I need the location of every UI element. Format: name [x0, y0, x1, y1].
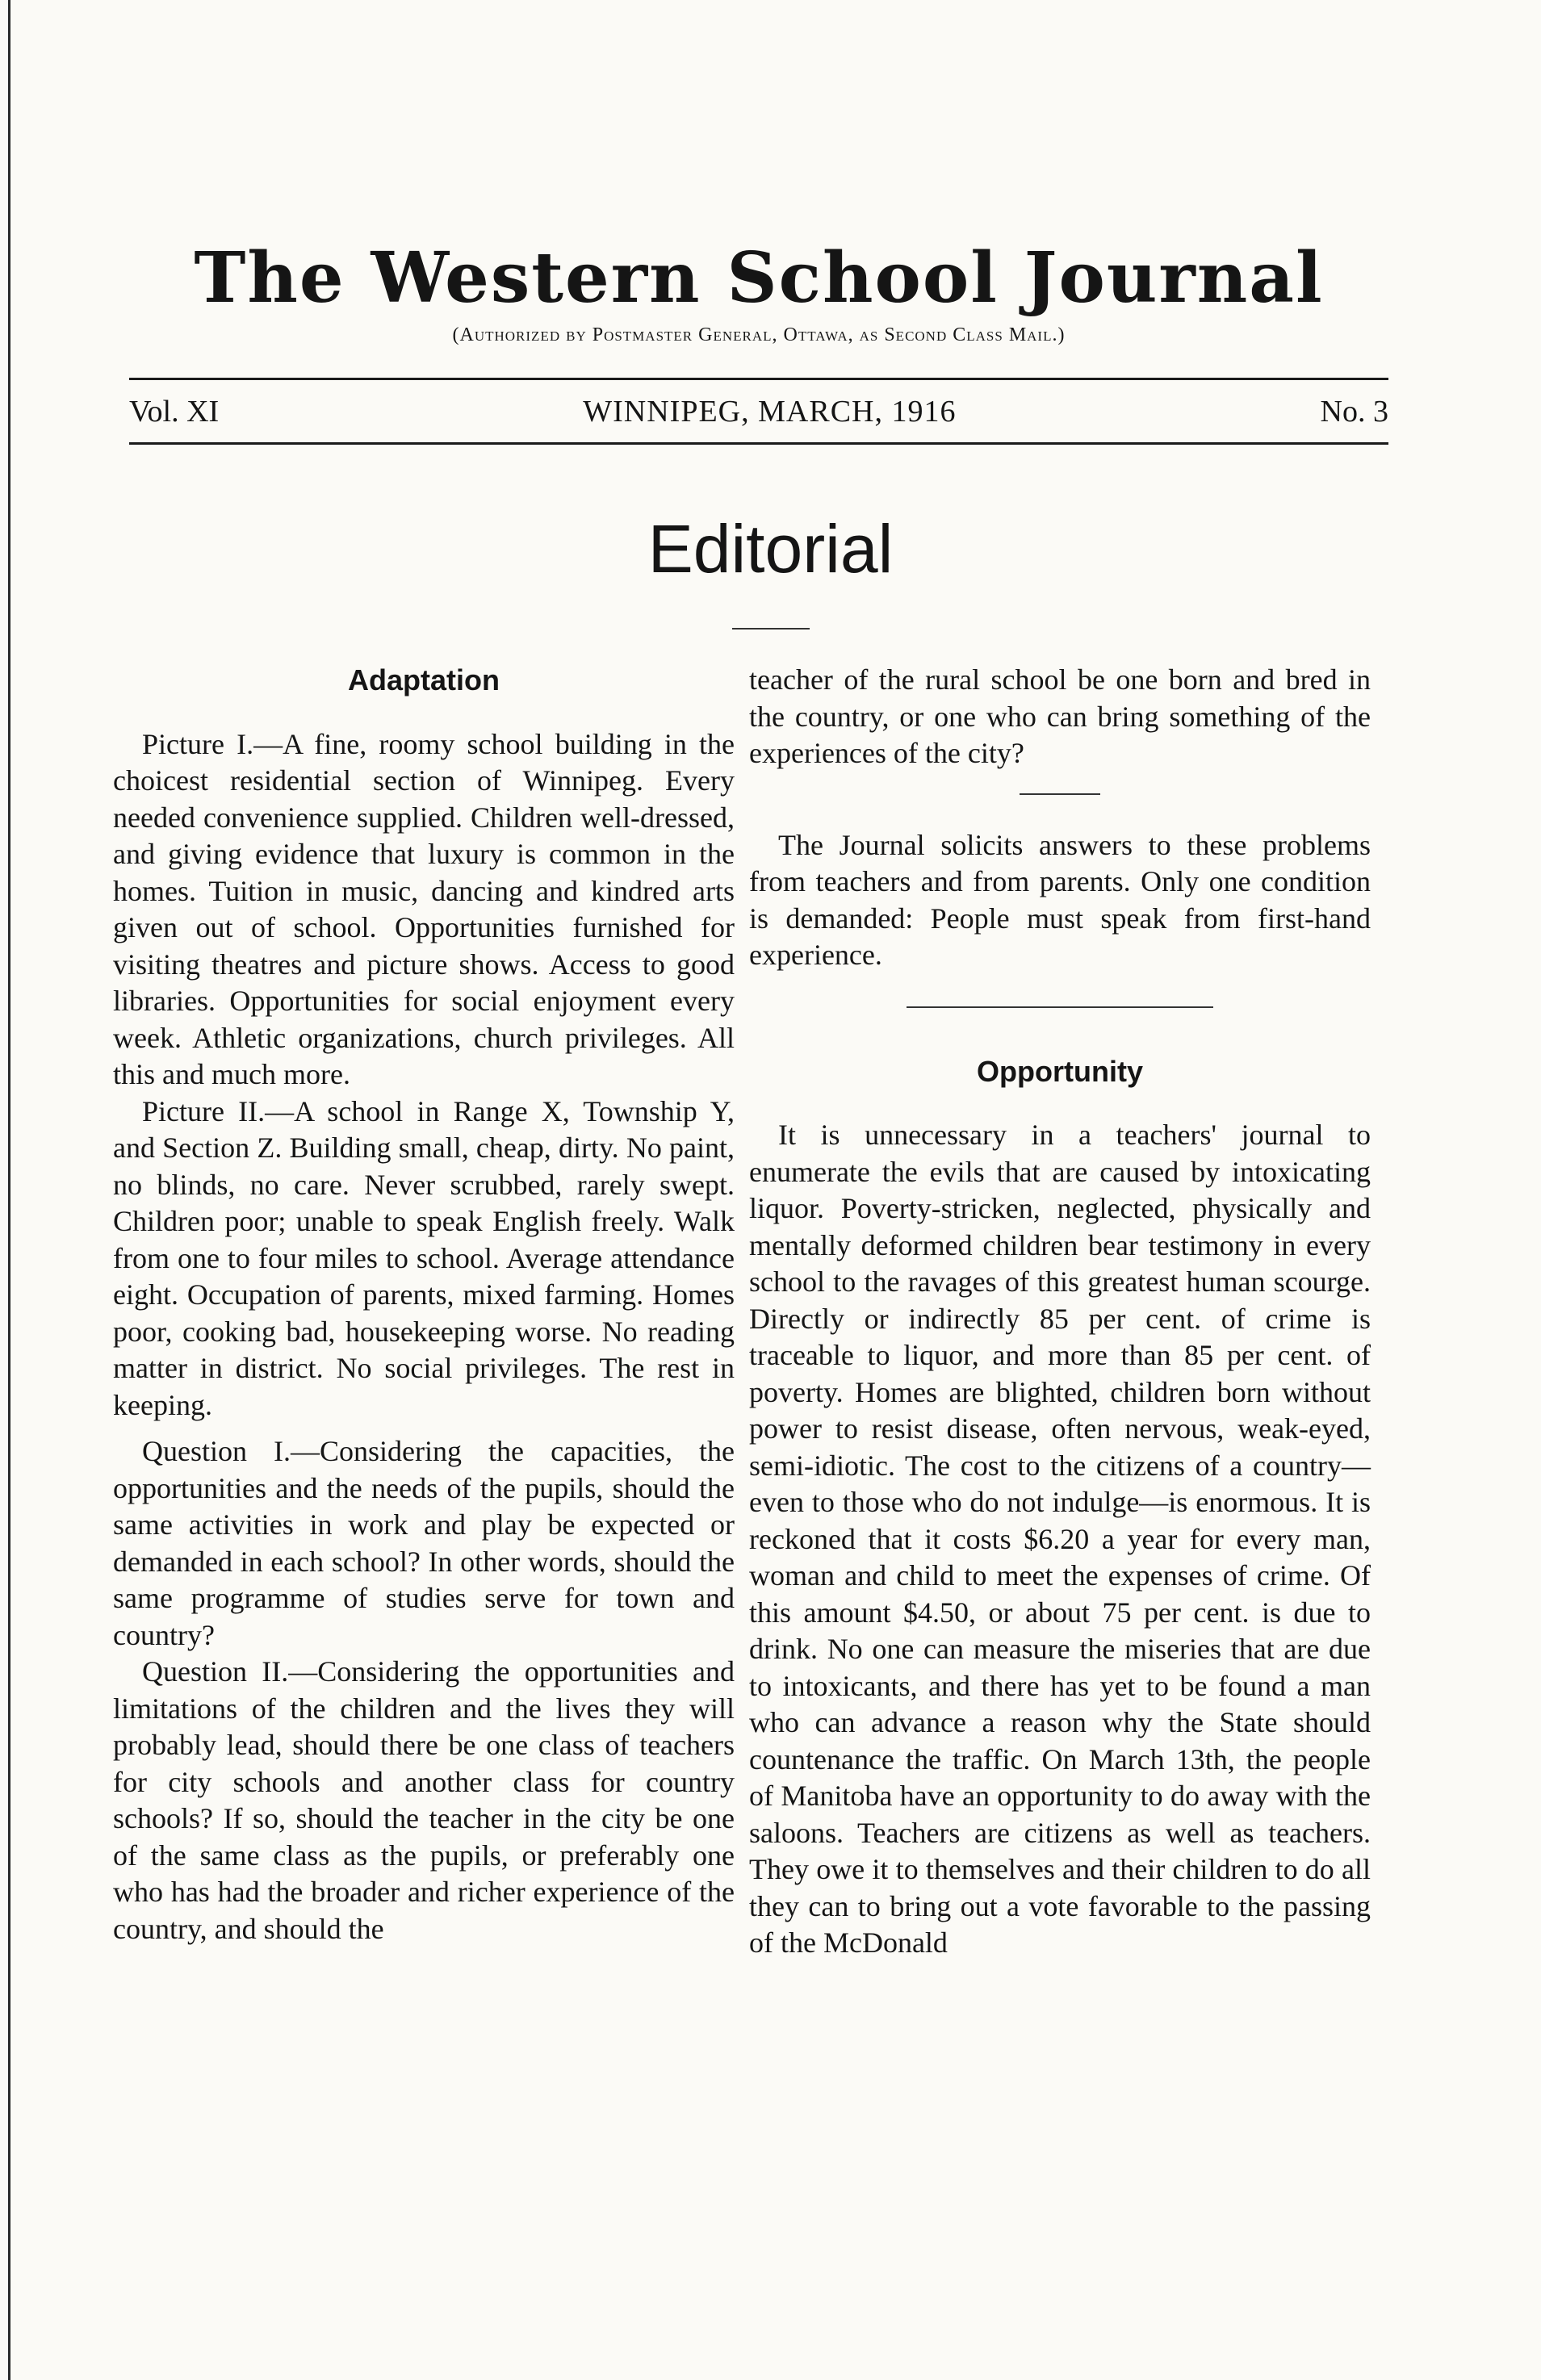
issue-line [129, 394, 1388, 429]
dateline: WINNIPEG, MARCH, 1916 [583, 395, 957, 429]
paragraph-continuation: teacher of the rural school be one born and bred in the country, or one who can bring something of the experiences of the city? [749, 663, 1371, 769]
article-heading-adaptation: Adaptation [348, 663, 500, 696]
postal-authorization: (Authorized by Postmaster General, Ottawa, as Second Class Mail.) [452, 324, 1066, 346]
paragraph-journal-solicits: The Journal solicits answers to these problems from teachers and from parents. Only one condition is demanded: People must speak from first-hand experience. [749, 828, 1371, 971]
masthead [129, 237, 1388, 346]
journal-title: The Western School Journal [194, 237, 1324, 319]
article-divider [907, 1006, 1213, 1008]
section-title: Editorial [647, 511, 894, 587]
paragraph-question-two: Question II.—Considering the opportunities and limitations of the children and the lives they will probably lead, should there be one class of teachers for city schools and another class for country schools? If so, should the teacher in the city be one of the same class as the pupils, or preferably one who has had the broader and richer experience of the country, and should the [113, 1655, 735, 1945]
paragraph-picture-two: Picture II.—A school in Range X, Township Y, and Section Z. Building small, cheap, dirty. No paint, no blinds, no care. Never scrubbed, rarely swept. Children poor; unable to speak English freely. Walk from one to four miles to school. Average attendance eight. Occupation of parents, mixed farming. Homes poor, cooking bad, housekeeping worse. No reading matter in district. No social privileges. The rest in keeping. [113, 1094, 735, 1421]
paragraph-picture-one: Picture I.—A fine, roomy school building in the choicest residential section of Winnipeg. Every needed convenience supplied. Children well-dressed, and giving evidence that luxury is common in the homes. Tuition in music, dancing and kindred arts given out of school. Opportunities furnished for visiting theatres and picture shows. Access to good libraries. Opportunities for social enjoyment every week. Athletic organizations, church privileges. All this and much more. [113, 727, 735, 1090]
masthead-top-rule [129, 378, 1388, 380]
paragraph-question-one: Question I.—Considering the capacities, the opportunities and the needs of the pupils, should the same activities in work and play be expected or demanded in each school? In other words, should the same programme of studies serve for town and country? [113, 1435, 735, 1651]
masthead-bottom-rule [129, 442, 1388, 445]
title-divider [732, 628, 810, 630]
paragraph-opportunity: It is unnecessary in a teachers' journal to enumerate the evils that are caused by intoxicating liquor. Poverty-stricken, neglected, physically and mentally deformed children bear testimony in every school to the ravages of this greatest human scourge. Directly or indirectly 85 per cent. of crime is traceable to liquor, and more than 85 per cent. of poverty. Homes are blighted, children born without power to resist disease, often nervous, weak-eyed, semi-idiotic. The cost to the citizens of a country—even to those who do not indulge—is enormous. It is reckoned that it costs $6.20 a year for every man, woman and child to meet the expenses of crime. Of this amount $4.50, or about 75 per cent. is due to drink. No one can measure the miseries that are due to intoxicants, and there has yet to be found a man who can advance a reason why the State should countenance the traffic. On March 13th, the people of Manitoba have an opportunity to do away with the saloons. Teachers are citizens as well as teachers. They owe it to themselves and their children to do all they can to bring out a vote favorable to the passing of the McDonald [749, 1119, 1371, 1959]
right-column [749, 662, 1371, 1962]
left-column [113, 662, 735, 1947]
page-binding-edge [8, 0, 10, 2380]
short-divider [1020, 793, 1100, 795]
article-heading-opportunity: Opportunity [977, 1054, 1143, 1088]
volume-label: Vol. XI [129, 395, 220, 429]
issue-number: No. 3 [1320, 395, 1388, 429]
